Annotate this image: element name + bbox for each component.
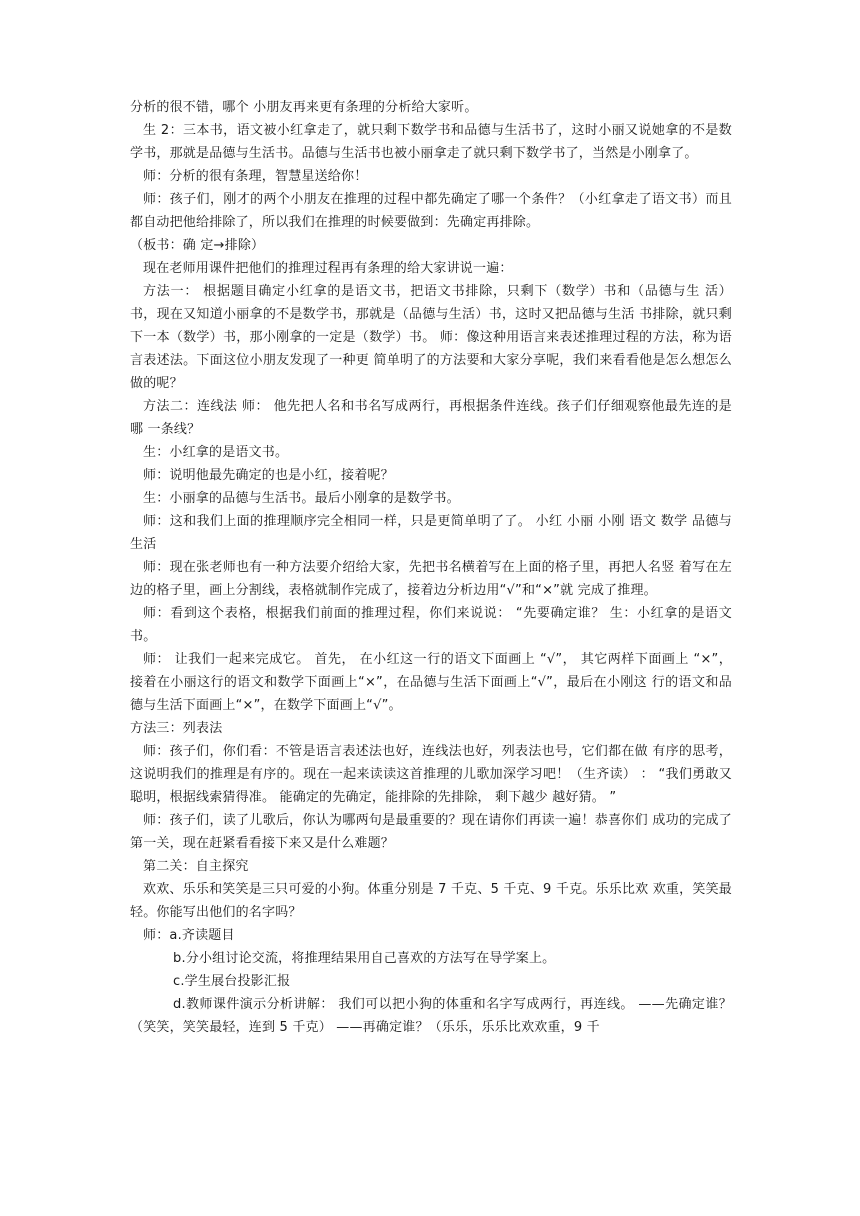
paragraph: 师：现在张老师也有一种方法要介绍给大家，先把书名横着写在上面的格子里，再把人名竖 着写在左边的格子里，画上分割线，表格就制作完成了，接着边分析边用“√”和“×”就 完成了推理。 <box>130 560 732 598</box>
paragraph: 方法一： 根据题目确定小红拿的是语文书，把语文书排除，只剩下（数学）书和（品德与生 活）书，现在又知道小丽拿的不是数学书，那就是（品德与生活）书，这时又把品德与生活 书排除，就只剩下一本（数学）书，那小刚拿的一定是（数学）书。 师：像这种用语言来表述推理过程的方法，称为语言表述法。下面这位小朋友发现了一种更 简单明了的方法要和大家分享呢，我们来看看他是怎么想怎么做的呢？ <box>130 284 732 391</box>
paragraph: 师：说明他最先确定的也是小红，接着呢？ <box>143 468 394 483</box>
section-heading: 第二关：自主探究 <box>143 859 249 874</box>
list-item: b.分小组讨论交流，将推理结果用自己喜欢的方法写在导学案上。 <box>173 951 556 966</box>
paragraph: 方法三：列表法 <box>130 721 223 736</box>
paragraph: 师： 让我们一起来完成它。 首先， 在小红这一行的语文下面画上 “√”， 其它两样下面画上 “×”， 接着在小丽这行的语文和数学下面画上“×”，在品德与生活下面画上“√”，最后在小刚这 行的语文和品德与生活下面画上“×”，在数学下面画上“√”。 <box>130 652 732 713</box>
paragraph: 生：小丽拿的品德与生活书。最后小刚拿的是数学书。 <box>143 491 460 506</box>
paragraph: 师：孩子们，刚才的两个小朋友在推理的过程中都先确定了哪一个条件？（小红拿走了语文书）而且都自动把他给排除了，所以我们在推理的时候要做到：先确定再排除。 <box>130 192 732 230</box>
document-page <box>130 96 732 1039</box>
paragraph: 欢欢、乐乐和笑笑是三只可爱的小狗。体重分别是 7 千克、5 千克、9 千克。乐乐比欢 欢重，笑笑最轻。你能写出他们的名字吗？ <box>130 882 732 920</box>
paragraph: 师：孩子们，你们看：不管是语言表述法也好，连线法也好，列表法也号，它们都在做 有序的思考，这说明我们的推理是有序的。现在一起来读读这首推理的儿歌加深学习吧！（生齐读） ： “我们勇敢又聪明，根据线索猜得准。 能确定的先确定，能排除的先排除， 剩下越少 越好猜。 ” <box>130 744 732 805</box>
paragraph: 现在老师用课件把他们的推理过程再有条理的给大家讲说一遍： <box>143 261 513 276</box>
list-item: d.教师课件演示分析讲解： 我们可以把小狗的体重和名字写成两行，再连线。 ——先确定谁？（笑笑，笑笑最轻，连到 5 千克） ——再确定谁？（乐乐，乐乐比欢欢重，9 千 <box>130 997 732 1035</box>
paragraph: （板书：确 定→排除） <box>130 238 265 253</box>
paragraph: 师：分析的很有条理，智慧星送给你！ <box>143 169 368 184</box>
paragraph: 分析的很不错，哪个 小朋友再来更有条理的分析给大家听。 <box>130 100 478 115</box>
paragraph: 师：这和我们上面的推理顺序完全相同一样，只是更简单明了了。 小红 小丽 小刚 语文 数学 品德与生活 <box>130 514 732 552</box>
paragraph: 方法二：连线法 师： 他先把人名和书名写成两行，再根据条件连线。孩子们仔细观察他最先连的是哪 一条线？ <box>130 399 732 437</box>
list-item: c.学生展台投影汇报 <box>173 974 291 989</box>
paragraph: 师：看到这个表格，根据我们前面的推理过程，你们来说说： “先要确定谁？ 生：小红拿的是语文书。 <box>130 606 732 644</box>
list-item: 师：a.齐读题目 <box>143 928 235 943</box>
paragraph: 生 2：三本书，语文被小红拿走了，就只剩下数学书和品德与生活书了，这时小丽又说她拿的不是数学书，那就是品德与生活书。品德与生活书也被小丽拿走了就只剩下数学书了，当然是小刚拿了。 <box>130 123 732 161</box>
paragraph: 生：小红拿的是语文书。 <box>143 445 289 460</box>
paragraph: 师：孩子们，读了儿歌后，你认为哪两句是最重要的？现在请你们再读一遍！恭喜你们 成功的完成了第一关，现在赶紧看看接下来又是什么难题？ <box>130 813 732 851</box>
